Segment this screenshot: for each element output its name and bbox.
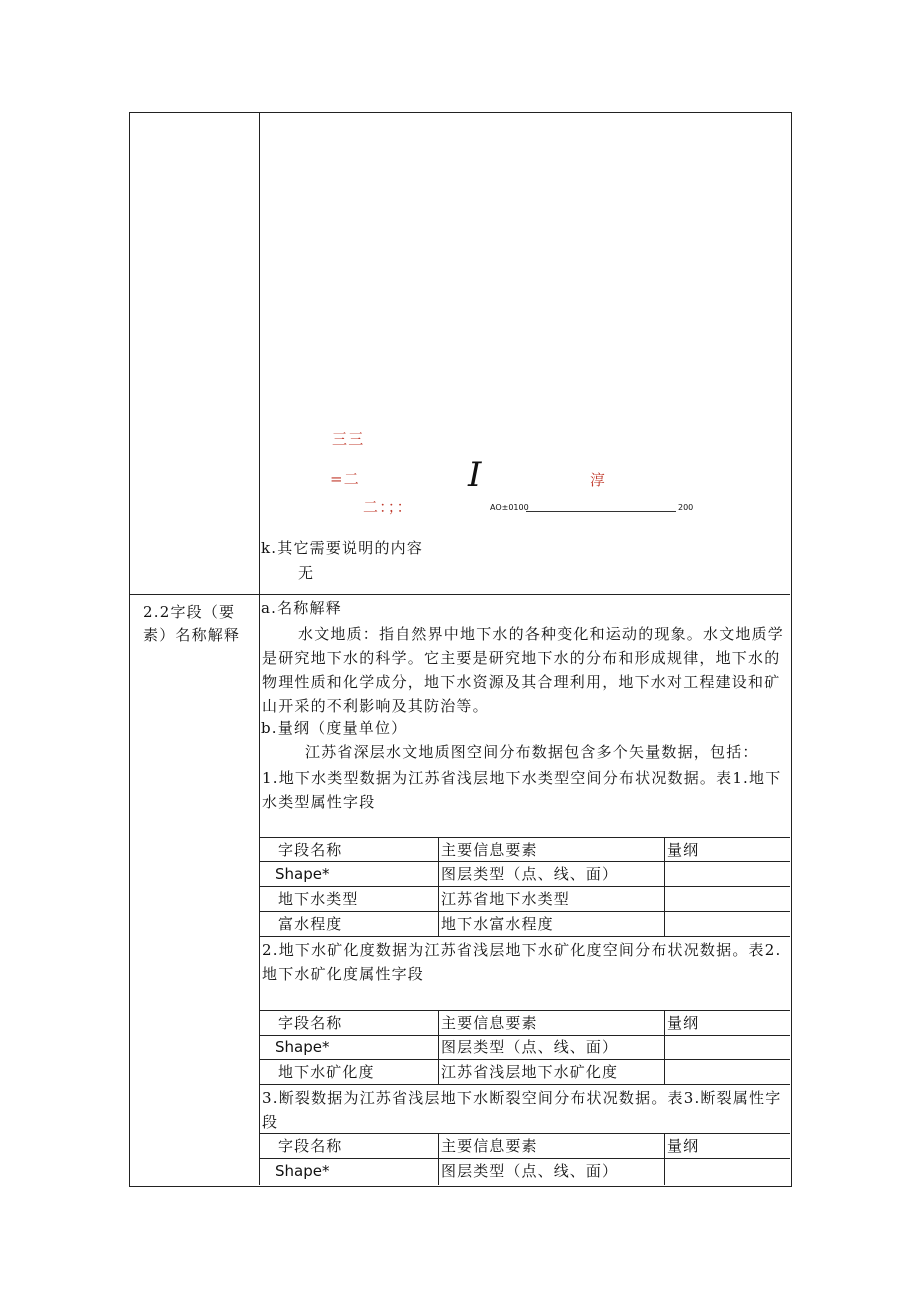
table-3-header-field: 字段名称: [278, 1137, 343, 1155]
table-3-header-unit: 量纲: [667, 1137, 700, 1155]
table-row: Shape*: [275, 1162, 330, 1180]
table-row: 富水程度: [278, 915, 343, 933]
table-2-header-unit: 量纲: [667, 1014, 700, 1032]
table-1-header-info: 主要信息要素: [441, 841, 538, 859]
table-row: 地下水类型: [278, 890, 359, 908]
figure-label-3: 淳: [590, 471, 607, 489]
table-row: 图层类型（点、线、面）: [441, 1162, 619, 1180]
scale-bar-right-label: 200: [678, 503, 694, 512]
table-row: 地下水富水程度: [441, 915, 554, 933]
figure-cursor-glyph: I: [468, 455, 482, 495]
section-a-body: 水文地质：指自然界中地下水的各种变化和运动的现象。水文地质学是研究地下水的科学。它主要是研究地下水的分布和形成规律，地下水的物理性质和化学成分，地下水资源及其合理利用，地下水对工程建设和矿山开采的不利影响及其防治等。: [262, 625, 785, 715]
table-row: 江苏省浅层地下水矿化度: [441, 1063, 619, 1081]
table-3-header-info: 主要信息要素: [441, 1137, 538, 1155]
section-b-intro: 江苏省深层水文地质图空间分布数据包含多个矢量数据，包括：: [305, 743, 759, 761]
item-2-description: 2.地下水矿化度数据为江苏省浅层地下水矿化度空间分布状况数据。表2.地下水矿化度属性字段: [262, 941, 782, 983]
scale-bar-left-label: AO±0100: [490, 503, 529, 512]
table-2-header-info: 主要信息要素: [441, 1014, 538, 1032]
figure-label-4: 二：；：: [363, 498, 413, 516]
column-divider: [259, 112, 260, 1185]
section-a-heading: a.名称解释: [261, 599, 342, 617]
row-label-2-2: 2.2字段（要素）名称解释: [143, 603, 241, 644]
section-k-body: 无: [298, 564, 315, 582]
table-row: 图层类型（点、线、面）: [441, 1038, 619, 1056]
figure-label-1: 三三: [332, 430, 365, 448]
section-k-heading: k.其它需要说明的内容: [261, 539, 424, 557]
item-1-description: 1.地下水类型数据为江苏省浅层地下水类型空间分布状况数据。表1.地下水类型属性字段: [262, 769, 782, 811]
figure-label-2: =二: [330, 470, 360, 488]
row-divider: [129, 594, 790, 595]
table-row: 地下水矿化度: [278, 1063, 375, 1081]
table-row: 图层类型（点、线、面）: [441, 865, 619, 883]
table-row: Shape*: [275, 865, 330, 883]
table-row: Shape*: [275, 1038, 330, 1056]
table-1-header-unit: 量纲: [667, 841, 700, 859]
table-row: 江苏省地下水类型: [441, 890, 570, 908]
scale-bar: [526, 511, 676, 512]
table-2-header-field: 字段名称: [278, 1014, 343, 1032]
item-3-description: 3.断裂数据为江苏省浅层地下水断裂空间分布状况数据。表3.断裂属性字段: [262, 1089, 782, 1131]
table-1-header-field: 字段名称: [278, 841, 343, 859]
section-b-heading: b.量纲（度量单位）: [261, 719, 408, 737]
